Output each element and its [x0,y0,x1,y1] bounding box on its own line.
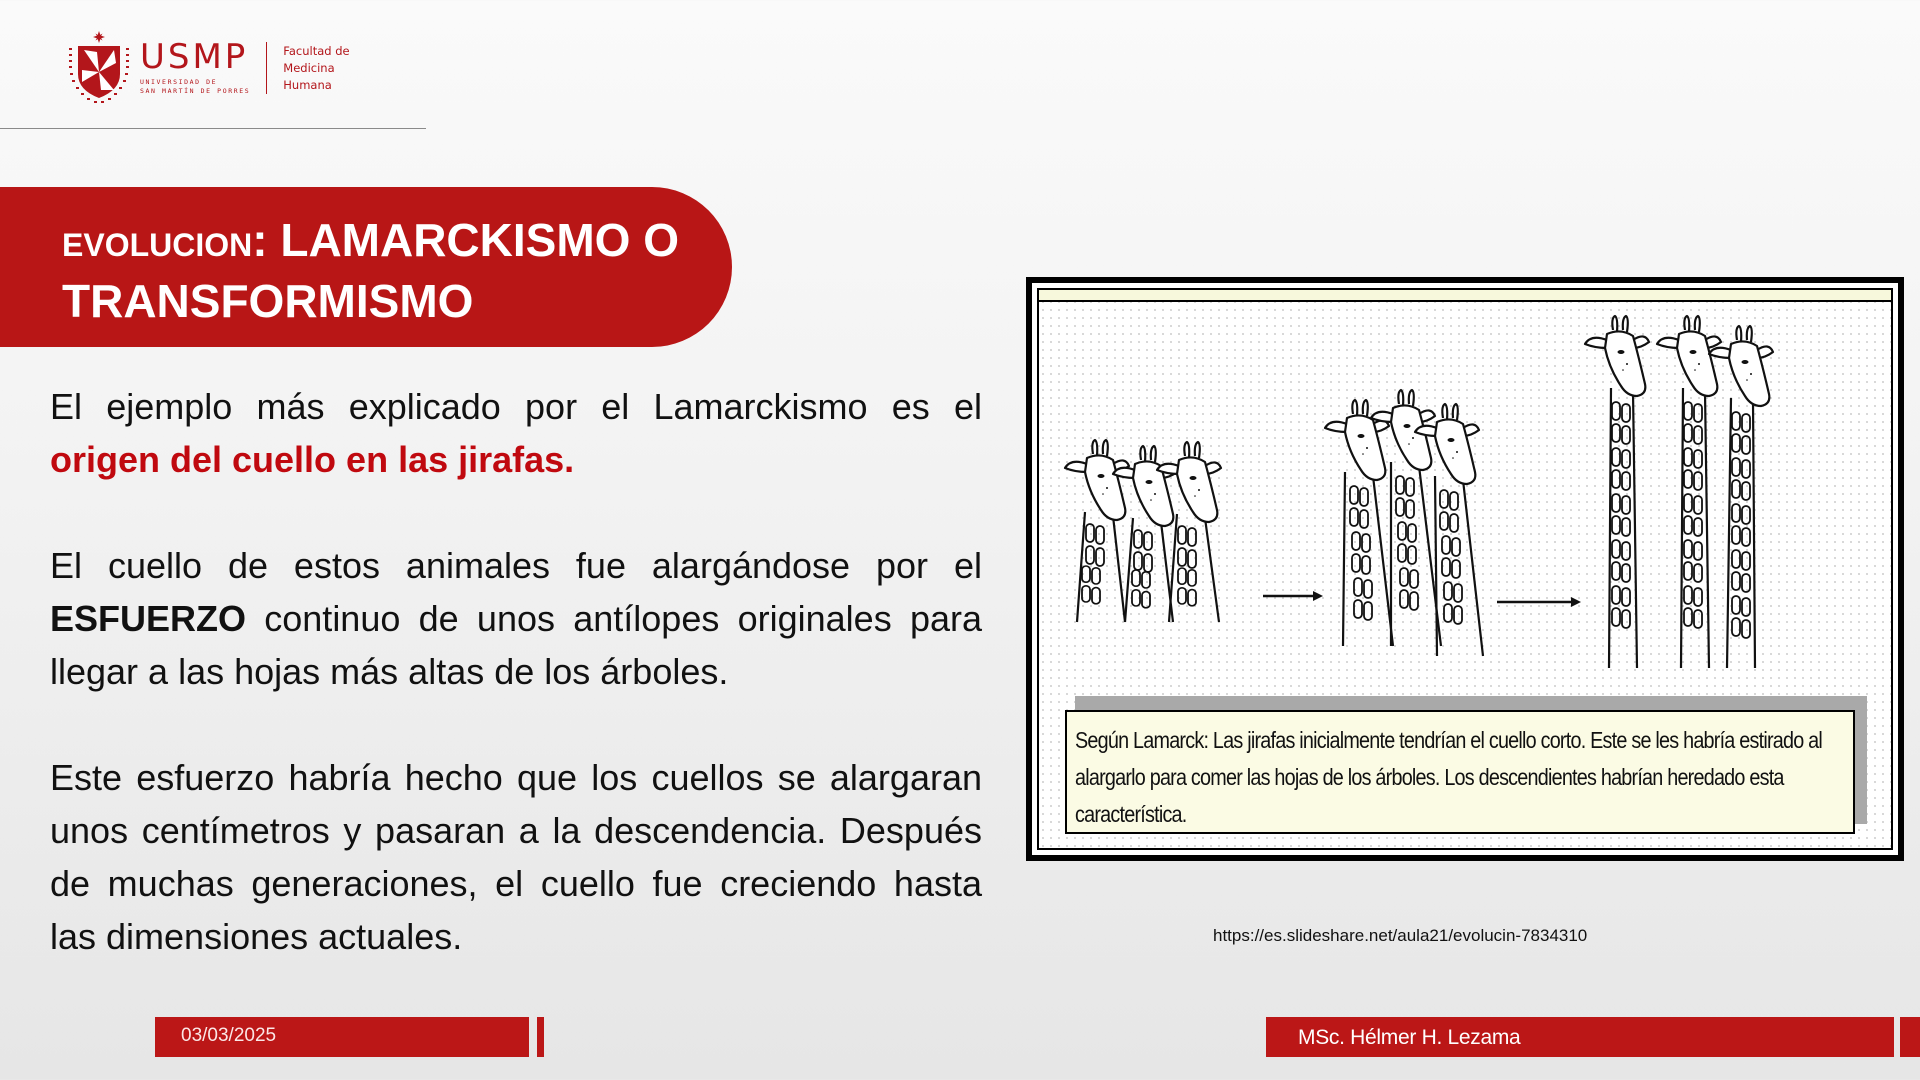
footer-author-accent [1900,1017,1920,1057]
figure-caption [1065,710,1855,834]
usmp-logo [64,30,350,106]
title-prefix: EVOLUCION [62,227,253,263]
giraffe-illustration [1026,277,1904,861]
stage-short-neck [1065,440,1221,622]
footer-author: MSc. Hélmer H. Lezama [1266,1017,1894,1057]
header-divider [0,128,426,129]
shield-icon [64,30,134,106]
brand-sub-line2: SAN MARTÍN DE PORRES [140,87,251,95]
figure-top-strip [1039,290,1891,302]
stage-long-neck [1585,316,1773,668]
paragraph-1 [50,380,982,486]
paragraph-2-bold: ESFUERZO [50,598,247,639]
figure-caption-text: Según Lamarck: Las jirafas inicialmente tendrían el cuello corto. Este se les habría estirado al alargarlo para comer las hojas de los árboles. Los descendientes habrían heredado esta característica. [1075,727,1823,827]
paragraph-3: Este esfuerzo habría hecho que los cuellos se alargaran unos centímetros y pasaran a la descendencia. Después de muchas generaciones, el cuello fue creciendo hasta las dimensiones actuales. [50,757,982,957]
brand-sub-line1: UNIVERSIDAD DE [140,78,218,86]
arrow-icon-1 [1263,591,1323,601]
source-link[interactable]: https://es.slideshare.net/aula21/evolucin-7834310 [1213,926,1588,945]
footer-date: 03/03/2025 [155,1017,529,1057]
paragraph-2 [50,539,982,698]
footer-date-accent [537,1017,544,1057]
stage-medium-neck [1325,390,1483,656]
paragraph-1-highlight: origen del cuello en las jirafas. [50,439,575,480]
faculty-line2: Medicina [283,60,335,75]
faculty-name [283,43,349,94]
giraffe-evolution-drawing [1039,302,1899,722]
body-text [50,380,982,963]
paragraph-2-text-before: El cuello de estos animales fue alargándose por el [50,545,982,586]
title-line2: TRANSFORMISMO [62,275,474,327]
brand-name: USMP [140,37,249,77]
faculty-line3: Humana [283,77,332,92]
title-line1-rest: LAMARCKISMO O [280,214,679,266]
paragraph-2-text-after: continuo de unos antílopes originales para llegar a las hojas más altas de los árboles. [50,598,982,692]
paragraph-1-text: El ejemplo más explicado por el Lamarckismo es el [50,386,982,427]
logo-divider [266,42,267,94]
faculty-line1: Facultad de [283,43,350,58]
slide-title [0,187,732,347]
arrow-icon-2 [1497,597,1581,607]
title-separator: : [252,214,281,266]
